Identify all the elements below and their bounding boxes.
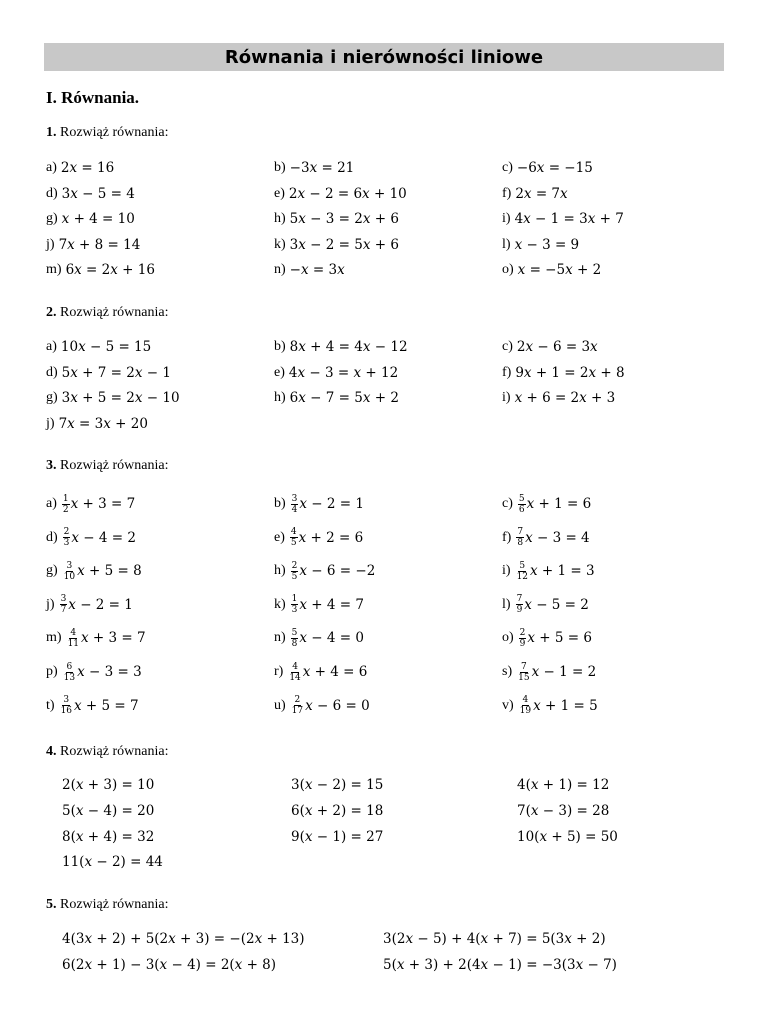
equation-expression: 9𝑥 + 1 = 2𝑥 + 8 <box>515 364 625 381</box>
equation-label: m) <box>46 262 62 277</box>
equation-expression: 2𝑥 − 2 = 6𝑥 + 10 <box>288 185 407 202</box>
equation-row <box>0 362 768 384</box>
equation-row <box>0 336 768 358</box>
equation-row <box>0 774 768 796</box>
equation-label: a) <box>46 496 57 511</box>
equation-label: l) <box>502 596 511 612</box>
equation-expression: 7𝑥 + 8 = 14 <box>58 236 141 253</box>
exercise-instruction: Rozwiąż równania: <box>56 458 169 473</box>
equation-expression: 𝑥 − 3 = 9 <box>514 236 580 253</box>
equation-expression: 6𝑥 − 7 = 5𝑥 + 2 <box>289 390 399 406</box>
equation-expression: 2𝑥 − 6 = 3𝑥 <box>516 339 598 355</box>
equation-label: a) <box>46 339 57 354</box>
fraction-numerator: 7 <box>516 594 523 605</box>
fraction-numerator: 4 <box>292 661 298 672</box>
equation-expression: 𝑥 + 4 = 10 <box>61 211 135 227</box>
exercise-instruction: Rozwiąż równania: <box>56 125 169 140</box>
equation <box>274 560 375 582</box>
equation <box>46 234 140 256</box>
equation-expression: 4𝑥 − 1 = 3𝑥 + 7 <box>514 211 624 227</box>
equation <box>46 527 136 549</box>
equation-expression: 6𝑥 = 2𝑥 + 16 <box>65 262 155 278</box>
fraction <box>516 527 524 548</box>
equation-expression: 𝑥 − 6 = −2 <box>299 563 376 580</box>
equation <box>274 594 364 616</box>
equation-expression: 3𝑥 + 5 = 2𝑥 − 10 <box>61 390 180 406</box>
equation-label: r) <box>274 664 284 679</box>
exercise-heading <box>46 125 168 141</box>
equation-row <box>0 183 768 205</box>
fraction <box>60 594 68 615</box>
exercise-instruction: Rozwiąż równania: <box>56 897 169 912</box>
equation-label: c) <box>502 496 513 511</box>
equation-label: f) <box>502 529 512 545</box>
equation <box>274 157 354 179</box>
equation-label: g) <box>46 563 58 579</box>
fraction-denominator: 13 <box>63 672 76 683</box>
fraction-numerator: 2 <box>294 695 301 706</box>
equation-row <box>0 800 768 822</box>
equation-expression: 4𝑥 − 3 = 𝑥 + 12 <box>288 364 399 381</box>
equation-label: b) <box>274 339 286 354</box>
fraction <box>519 695 532 716</box>
fraction <box>291 594 299 615</box>
equation-expression: 10(𝑥 + 5) = 50 <box>517 828 618 845</box>
equation-label: i) <box>502 211 511 226</box>
equation-row <box>0 627 768 649</box>
equation-expression: 𝑥 − 5 = 2 <box>524 596 589 613</box>
fraction <box>67 628 80 649</box>
equation <box>62 928 305 950</box>
equation-expression: 𝑥 − 2 = 1 <box>68 596 133 613</box>
fraction-denominator: 3 <box>63 538 70 549</box>
equation <box>274 362 398 384</box>
equation-row <box>0 594 768 616</box>
fraction-denominator: 17 <box>291 706 304 717</box>
equation <box>62 800 154 822</box>
fraction-numerator: 1 <box>62 493 69 504</box>
equation-label: c) <box>502 339 513 354</box>
equation <box>502 594 589 616</box>
equation-label: j) <box>46 596 55 612</box>
equation <box>274 208 399 230</box>
fraction-denominator: 15 <box>518 672 530 683</box>
equation <box>291 774 383 796</box>
fraction <box>288 662 301 683</box>
equation-label: h) <box>274 211 286 226</box>
equation-label: p) <box>46 664 58 679</box>
fraction-numerator: 5 <box>518 493 525 504</box>
fraction-numerator: 3 <box>60 594 67 605</box>
equation <box>46 259 155 281</box>
equation <box>46 183 135 205</box>
equation-label: j) <box>46 236 55 252</box>
equation-row <box>0 493 768 515</box>
equation <box>502 336 598 358</box>
equation <box>62 774 154 796</box>
equation-expression: 4(3𝑥 + 2) + 5(2𝑥 + 3) = −(2𝑥 + 13) <box>62 931 305 947</box>
equation-label: c) <box>502 160 513 175</box>
fraction-denominator: 10 <box>63 571 76 582</box>
equation-label: v) <box>502 697 514 713</box>
equation <box>274 336 408 358</box>
equation-row <box>0 826 768 848</box>
equation-label: t) <box>46 697 55 713</box>
fraction <box>291 628 299 649</box>
equation-expression: −𝑥 = 3𝑥 <box>289 262 345 278</box>
equation-expression: 3(2𝑥 − 5) + 4(𝑥 + 7) = 5(3𝑥 + 2) <box>383 931 606 947</box>
exercise-instruction: Rozwiąż równania: <box>56 305 169 320</box>
equation <box>274 234 399 256</box>
fraction-denominator: 7 <box>60 605 67 616</box>
fraction-numerator: 3 <box>66 560 73 571</box>
equation-expression: 5(𝑥 − 4) = 20 <box>62 802 155 819</box>
fraction <box>291 561 299 582</box>
fraction-denominator: 11 <box>67 638 80 649</box>
fraction-numerator: 3 <box>291 493 298 504</box>
equation-expression: 5(𝑥 + 3) + 2(4𝑥 − 1) = −3(3𝑥 − 7) <box>383 957 617 973</box>
equation <box>517 774 609 796</box>
equation <box>46 493 135 515</box>
equation-expression: 11(𝑥 − 2) = 44 <box>62 854 163 871</box>
equation-expression: 8𝑥 + 4 = 4𝑥 − 12 <box>289 339 408 355</box>
fraction <box>60 695 73 716</box>
fraction-denominator: 12 <box>516 571 529 582</box>
equation-expression: 5𝑥 + 7 = 2𝑥 − 1 <box>61 364 171 381</box>
equation-label: i) <box>502 563 511 579</box>
fraction <box>517 662 530 683</box>
fraction-numerator: 7 <box>517 527 524 538</box>
equation-label: n) <box>274 262 286 277</box>
equation <box>502 234 579 256</box>
fraction-numerator: 1 <box>291 594 298 605</box>
exercise-number: 4. <box>46 744 57 759</box>
equation <box>502 695 598 717</box>
equation-expression: 6(𝑥 + 2) = 18 <box>291 802 384 819</box>
fraction-numerator: 4 <box>70 627 77 638</box>
equation <box>502 527 590 549</box>
equation-expression: 𝑥 + 2 = 6 <box>298 529 364 546</box>
equation-expression: 8(𝑥 + 4) = 32 <box>62 828 155 845</box>
equation-expression: 9(𝑥 − 1) = 27 <box>291 828 384 845</box>
equation-label: h) <box>274 390 286 405</box>
equation-expression: 𝑥 − 3 = 4 <box>525 529 590 546</box>
equation-label: s) <box>502 664 513 679</box>
equation <box>502 661 596 683</box>
equation-label: m) <box>46 630 62 646</box>
fraction <box>290 527 298 548</box>
equation <box>502 157 593 179</box>
equation <box>62 851 163 873</box>
equation-expression: 2𝑥 = 7𝑥 <box>515 185 568 202</box>
equation <box>502 627 592 649</box>
equation-label: f) <box>502 364 512 380</box>
equation-label: a) <box>46 160 57 175</box>
equation-row <box>0 387 768 409</box>
equation <box>383 954 617 976</box>
equation-label: g) <box>46 390 58 405</box>
equation <box>46 661 142 683</box>
equation-row <box>0 695 768 717</box>
equation-expression: 𝑥 + 1 = 3 <box>530 563 595 580</box>
equation <box>502 208 624 230</box>
equation-label: i) <box>502 390 511 405</box>
equation-label: o) <box>502 630 514 646</box>
exercise-number: 3. <box>46 458 57 473</box>
equation-label: e) <box>274 364 285 380</box>
equation-label: b) <box>274 160 286 175</box>
fraction-denominator: 14 <box>289 672 301 683</box>
equation <box>502 493 591 515</box>
exercise-heading <box>46 305 168 321</box>
fraction-numerator: 4 <box>522 695 529 706</box>
equation-expression: 𝑥 + 1 = 5 <box>533 697 598 714</box>
fraction-numerator: 2 <box>291 560 298 571</box>
fraction-numerator: 7 <box>520 661 527 672</box>
fraction-denominator: 9 <box>519 638 526 649</box>
exercise-heading <box>46 458 168 474</box>
fraction-denominator: 9 <box>516 605 523 616</box>
equation-row <box>0 234 768 256</box>
fraction <box>291 494 299 515</box>
fraction <box>518 494 526 515</box>
fraction-numerator: 6 <box>66 661 73 672</box>
equation-row <box>0 208 768 230</box>
equation-row <box>0 157 768 179</box>
equation <box>517 800 609 822</box>
equation-expression: 𝑥 − 2 = 1 <box>299 496 364 512</box>
equation-expression: 𝑥 + 5 = 8 <box>77 563 142 580</box>
fraction-numerator: 2 <box>63 527 70 538</box>
equation-expression: 7𝑥 = 3𝑥 + 20 <box>58 415 148 432</box>
equation-row <box>0 527 768 549</box>
equation <box>46 362 171 384</box>
equation <box>46 627 146 649</box>
equation <box>62 954 276 976</box>
section-heading: I. Równania. <box>46 88 140 107</box>
equation <box>46 157 114 179</box>
fraction-numerator: 4 <box>290 527 297 538</box>
equation-expression: 𝑥 + 4 = 7 <box>299 596 364 613</box>
worksheet-title: Równania i nierówności liniowe <box>44 43 724 71</box>
equation-label: k) <box>274 596 286 612</box>
equation-label: o) <box>502 262 514 277</box>
fraction-denominator: 2 <box>62 504 69 515</box>
fraction-denominator: 19 <box>519 706 532 717</box>
equation <box>502 560 595 582</box>
equation <box>46 336 151 358</box>
equation-row <box>0 560 768 582</box>
fraction <box>519 628 527 649</box>
fraction-denominator: 8 <box>517 538 524 549</box>
fraction <box>63 561 76 582</box>
exercise-heading <box>46 897 168 913</box>
equation-label: k) <box>274 236 286 252</box>
equation-expression: 𝑥 − 4 = 0 <box>299 630 364 647</box>
fraction <box>62 494 70 515</box>
fraction-numerator: 5 <box>519 560 526 571</box>
equation <box>62 826 154 848</box>
equation <box>502 259 601 281</box>
equation-expression: 𝑥 + 3 = 7 <box>81 630 146 647</box>
equation-expression: 3𝑥 − 2 = 5𝑥 + 6 <box>289 236 399 253</box>
fraction-denominator: 4 <box>291 504 298 515</box>
equation-expression: 𝑥 + 6 = 2𝑥 + 3 <box>514 390 616 406</box>
equation-row <box>0 851 768 873</box>
equation-label: d) <box>46 364 58 380</box>
equation-expression: 𝑥 − 1 = 2 <box>531 664 597 680</box>
equation <box>274 387 399 409</box>
fraction <box>63 662 76 683</box>
equation-label: e) <box>274 529 285 545</box>
equation-expression: 5𝑥 − 3 = 2𝑥 + 6 <box>289 211 399 227</box>
equation <box>502 362 625 384</box>
equation-expression: 10𝑥 − 5 = 15 <box>60 339 152 355</box>
equation-row <box>0 259 768 281</box>
equation-expression: 𝑥 − 3 = 3 <box>77 664 142 680</box>
equation-row <box>0 661 768 683</box>
equation-expression: 2𝑥 = 16 <box>60 160 115 176</box>
equation-expression: 2(𝑥 + 3) = 10 <box>62 777 155 793</box>
equation-label: g) <box>46 211 58 226</box>
fraction-numerator: 3 <box>63 695 70 706</box>
equation-label: l) <box>502 236 511 252</box>
equation-row <box>0 954 768 976</box>
equation-label: u) <box>274 697 286 713</box>
exercise-number: 5. <box>46 897 57 912</box>
fraction <box>63 527 71 548</box>
equation-row <box>0 413 768 435</box>
equation-label: d) <box>46 529 58 545</box>
equation <box>274 695 370 717</box>
equation-expression: 𝑥 − 6 = 0 <box>305 697 370 714</box>
equation <box>383 928 606 950</box>
exercise-heading <box>46 744 168 760</box>
equation <box>46 413 148 435</box>
equation-expression: 𝑥 + 4 = 6 <box>302 664 368 680</box>
exercise-instruction: Rozwiąż równania: <box>56 744 169 759</box>
equation <box>291 800 383 822</box>
fraction-denominator: 6 <box>518 504 525 515</box>
equation <box>46 560 142 582</box>
equation <box>274 661 367 683</box>
equation-expression: 𝑥 = −5𝑥 + 2 <box>517 262 602 278</box>
equation <box>46 594 133 616</box>
equation-label: b) <box>274 496 286 511</box>
fraction-denominator: 3 <box>291 605 298 616</box>
equation-label: n) <box>274 630 286 646</box>
equation-expression: 𝑥 + 1 = 6 <box>526 496 592 512</box>
fraction-numerator: 5 <box>291 627 298 638</box>
equation-label: f) <box>502 185 512 201</box>
equation <box>517 826 618 848</box>
equation <box>291 826 383 848</box>
equation <box>46 208 135 230</box>
equation-expression: 𝑥 + 5 = 6 <box>527 630 592 647</box>
equation-label: j) <box>46 415 55 431</box>
fraction-denominator: 5 <box>290 538 297 549</box>
equation <box>274 183 407 205</box>
equation-row <box>0 928 768 950</box>
fraction <box>291 695 304 716</box>
fraction-denominator: 16 <box>60 706 73 717</box>
equation-expression: 3𝑥 − 5 = 4 <box>61 185 135 202</box>
equation <box>274 259 345 281</box>
equation-label: d) <box>46 185 58 201</box>
equation-expression: 6(2𝑥 + 1) − 3(𝑥 − 4) = 2(𝑥 + 8) <box>62 957 277 973</box>
fraction <box>516 594 524 615</box>
equation <box>46 695 139 717</box>
equation-expression: 7(𝑥 − 3) = 28 <box>517 802 610 819</box>
equation-expression: 𝑥 + 5 = 7 <box>74 697 139 714</box>
equation <box>274 627 364 649</box>
exercise-number: 1. <box>46 125 57 140</box>
equation <box>46 387 180 409</box>
equation-expression: 3(𝑥 − 2) = 15 <box>291 777 384 793</box>
equation <box>274 527 363 549</box>
fraction-denominator: 8 <box>291 638 298 649</box>
equation-expression: −3𝑥 = 21 <box>289 160 355 176</box>
fraction <box>516 561 529 582</box>
equation-label: e) <box>274 185 285 201</box>
fraction-numerator: 2 <box>519 627 526 638</box>
equation-expression: −6𝑥 = −15 <box>516 160 593 176</box>
equation-expression: 4(𝑥 + 1) = 12 <box>517 777 610 793</box>
equation <box>274 493 364 515</box>
equation-label: h) <box>274 563 286 579</box>
equation-expression: 𝑥 − 4 = 2 <box>71 529 136 546</box>
exercise-number: 2. <box>46 305 57 320</box>
equation <box>502 183 568 205</box>
fraction-denominator: 5 <box>291 571 298 582</box>
equation-expression: 𝑥 + 3 = 7 <box>70 496 136 512</box>
equation <box>502 387 615 409</box>
